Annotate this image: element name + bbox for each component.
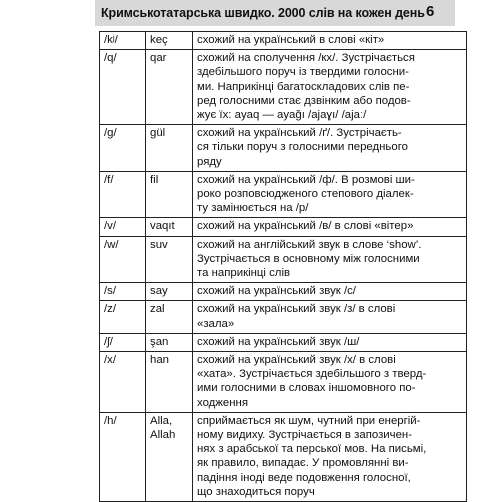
- phoneme-symbol: /f/: [100, 171, 146, 218]
- phoneme-description: [193, 125, 467, 172]
- description-line: схожий на англійський звук в слове ‘show’.: [197, 238, 422, 251]
- phoneme-description: [193, 32, 467, 50]
- running-header: [95, 0, 455, 26]
- description-line: Зустрічається в основному між голосними: [197, 252, 420, 265]
- description-line: роко розповсюдженого степового діалек-: [197, 188, 414, 201]
- description-line: схожий на український /ф/. В розмові ши-: [197, 173, 415, 186]
- phoneme-description: [193, 171, 467, 218]
- description-line: жує їх: ayaq — ayağı /ajaɣı/ /ajaː/: [197, 109, 367, 122]
- description-line: схожий на український звук /з/ в слові: [197, 303, 396, 316]
- description-line: ими голосними в словах іншомовного по-: [197, 382, 416, 395]
- table-row: [100, 50, 467, 125]
- description-line: ред голосними стає дзвінким або подов-: [197, 94, 411, 107]
- phoneme-description: [193, 50, 467, 125]
- phoneme-symbol: /s/: [100, 283, 146, 301]
- phoneme-table-body: [100, 32, 467, 502]
- description-line: ту замінюється на /p/: [197, 202, 309, 215]
- phoneme-symbol: /z/: [100, 301, 146, 333]
- phoneme-description: [193, 333, 467, 351]
- description-line: та наприкінці слів: [197, 267, 291, 280]
- description-line: падіння іноді веде подовження голосної,: [197, 471, 411, 484]
- description-line: схожий на український звук /с/: [197, 285, 356, 298]
- phoneme-description: [193, 412, 467, 501]
- example-word: şan: [146, 333, 193, 351]
- table-row: [100, 352, 467, 413]
- phoneme-symbol: /g/: [100, 125, 146, 172]
- description-line: «хата». Зустрічається здебільшого з тверд-: [197, 368, 427, 381]
- phoneme-description: [193, 283, 467, 301]
- description-line: схожий на сполучення /кх/. Зустрічається: [197, 52, 415, 65]
- page-number: 6: [426, 3, 435, 20]
- table-row: [100, 412, 467, 501]
- table-row: [100, 125, 467, 172]
- example-word: qar: [146, 50, 193, 125]
- table-row: [100, 218, 467, 236]
- description-line: ходження: [197, 396, 249, 409]
- phoneme-symbol: /ʃ/: [100, 333, 146, 351]
- table-row: [100, 236, 467, 283]
- description-line: як правило, випадає. У промовлянні ви-: [197, 457, 409, 470]
- example-word: han: [146, 352, 193, 413]
- phoneme-symbol: /kʲ/: [100, 32, 146, 50]
- description-line: нях з арабської та перської мов. На письмі,: [197, 443, 427, 456]
- example-word: zal: [146, 301, 193, 333]
- description-line: схожий на український звук /ш/: [197, 335, 360, 348]
- phoneme-table: [99, 31, 467, 502]
- description-line: ми. Наприкінці багатоскладових слів пе-: [197, 80, 410, 93]
- phoneme-symbol: /w/: [100, 236, 146, 283]
- description-line: сприймається як шум, чутний при енергій-: [197, 414, 421, 427]
- description-line: ряду: [197, 155, 222, 168]
- description-line: схожий на український звук /х/ в слові: [197, 354, 396, 367]
- example-word: vaqıt: [146, 218, 193, 236]
- description-line: що знаходиться поруч: [197, 485, 315, 498]
- example-word: Alla, Allah: [146, 412, 193, 501]
- phoneme-symbol: /v/: [100, 218, 146, 236]
- example-word: keç: [146, 32, 193, 50]
- description-line: схожий на український в слові «кіт»: [197, 34, 385, 46]
- table-row: [100, 32, 467, 50]
- example-word: gül: [146, 125, 193, 172]
- description-line: схожий на український /в/ в слові «вітер»: [197, 220, 414, 233]
- example-word: say: [146, 283, 193, 301]
- table-row: [100, 283, 467, 301]
- example-word: suv: [146, 236, 193, 283]
- example-word: fil: [146, 171, 193, 218]
- phoneme-description: [193, 236, 467, 283]
- description-line: «зала»: [197, 317, 235, 330]
- description-line: ся тільки поруч з голосними переднього: [197, 141, 408, 154]
- description-line: схожий на український /ґ/. Зустрічаєть-: [197, 127, 402, 140]
- table-row: [100, 171, 467, 218]
- table-row: [100, 301, 467, 333]
- description-line: здебільшого поруч із твердими голосни-: [197, 66, 409, 79]
- description-line: ному видиху. Зустрічається в запозичен-: [197, 429, 413, 442]
- phoneme-symbol: /q/: [100, 50, 146, 125]
- header-title: Кримськотатарська швидко. 2000 слів на кожен день: [101, 6, 425, 20]
- phoneme-symbol: /h/: [100, 412, 146, 501]
- table-row: [100, 333, 467, 351]
- phoneme-description: [193, 352, 467, 413]
- phoneme-description: [193, 301, 467, 333]
- phoneme-description: [193, 218, 467, 236]
- phoneme-symbol: /x/: [100, 352, 146, 413]
